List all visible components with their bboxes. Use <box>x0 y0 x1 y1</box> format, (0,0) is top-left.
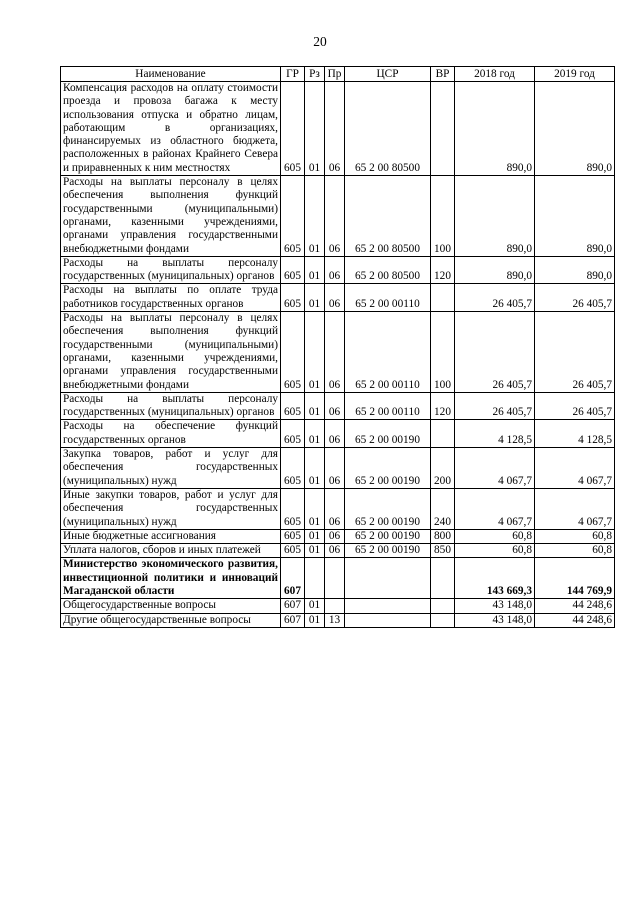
gr-cell: 605 <box>281 529 305 543</box>
gr-cell: 605 <box>281 256 305 284</box>
amount-2019-cell: 60,8 <box>535 529 615 543</box>
header-gr: ГР <box>281 67 305 82</box>
amount-2018-cell: 4 128,5 <box>455 420 535 448</box>
pr-cell: 13 <box>325 613 345 627</box>
vr-cell: 100 <box>431 312 455 393</box>
table-row <box>61 529 615 543</box>
amount-2018-cell: 26 405,7 <box>455 392 535 420</box>
amount-2019-cell: 44 248,6 <box>535 613 615 627</box>
csr-cell <box>345 599 431 613</box>
vr-cell <box>431 613 455 627</box>
row-name-cell: Расходы на выплаты персоналу государственных (муниципальных) органов <box>61 256 281 284</box>
amount-2019-cell: 26 405,7 <box>535 312 615 393</box>
csr-cell <box>345 613 431 627</box>
vr-cell: 850 <box>431 544 455 558</box>
csr-cell: 65 2 00 00110 <box>345 284 431 312</box>
amount-2019-cell: 60,8 <box>535 544 615 558</box>
pr-cell: 06 <box>325 284 345 312</box>
csr-cell: 65 2 00 80500 <box>345 176 431 257</box>
pr-cell <box>325 599 345 613</box>
table-row <box>61 544 615 558</box>
amount-2019-cell: 26 405,7 <box>535 392 615 420</box>
table-row <box>61 420 615 448</box>
rz-cell: 01 <box>305 82 325 176</box>
amount-2018-cell: 60,8 <box>455 544 535 558</box>
header-csr: ЦСР <box>345 67 431 82</box>
rz-cell: 01 <box>305 613 325 627</box>
amount-2019-cell: 890,0 <box>535 82 615 176</box>
amount-2019-cell: 4 067,7 <box>535 448 615 489</box>
rz-cell: 01 <box>305 544 325 558</box>
gr-cell: 605 <box>281 420 305 448</box>
vr-cell: 800 <box>431 529 455 543</box>
csr-cell: 65 2 00 00190 <box>345 488 431 529</box>
rz-cell: 01 <box>305 488 325 529</box>
rz-cell: 01 <box>305 176 325 257</box>
amount-2018-cell: 890,0 <box>455 176 535 257</box>
vr-cell <box>431 599 455 613</box>
vr-cell: 200 <box>431 448 455 489</box>
csr-cell: 65 2 00 00110 <box>345 312 431 393</box>
amount-2019-cell: 890,0 <box>535 256 615 284</box>
table-header-row <box>61 67 615 82</box>
amount-2019-cell: 4 128,5 <box>535 420 615 448</box>
pr-cell: 06 <box>325 392 345 420</box>
row-name-cell: Иные бюджетные ассигнования <box>61 529 281 543</box>
gr-cell: 607 <box>281 599 305 613</box>
amount-2018-cell: 60,8 <box>455 529 535 543</box>
header-rz: Рз <box>305 67 325 82</box>
amount-2018-cell: 143 669,3 <box>455 558 535 599</box>
amount-2018-cell: 43 148,0 <box>455 613 535 627</box>
gr-cell: 605 <box>281 176 305 257</box>
gr-cell: 605 <box>281 488 305 529</box>
table-row <box>61 256 615 284</box>
rz-cell: 01 <box>305 420 325 448</box>
table-row <box>61 613 615 627</box>
vr-cell: 120 <box>431 392 455 420</box>
table-row <box>61 558 615 599</box>
header-pr: Пр <box>325 67 345 82</box>
row-name-cell: Расходы на выплаты персоналу в целях обеспечения выполнения функций государственными (муниципальными) органами, казенными учреждениями, органами управления государственными внебюджетными фондами <box>61 176 281 257</box>
rz-cell: 01 <box>305 256 325 284</box>
pr-cell: 06 <box>325 82 345 176</box>
gr-cell: 605 <box>281 392 305 420</box>
gr-cell: 605 <box>281 448 305 489</box>
row-name-cell: Иные закупки товаров, работ и услуг для обеспечения государственных (муниципальных) нужд <box>61 488 281 529</box>
header-2019: 2019 год <box>535 67 615 82</box>
row-name-cell: Уплата налогов, сборов и иных платежей <box>61 544 281 558</box>
amount-2019-cell: 890,0 <box>535 176 615 257</box>
header-2018: 2018 год <box>455 67 535 82</box>
budget-table <box>60 66 615 628</box>
pr-cell: 06 <box>325 420 345 448</box>
pr-cell: 06 <box>325 529 345 543</box>
csr-cell: 65 2 00 80500 <box>345 256 431 284</box>
row-name-cell: Расходы на выплаты персоналу в целях обеспечения выполнения функций государственными (муниципальными) органами, казенными учреждениями, органами управления государственными внебюджетными фондами <box>61 312 281 393</box>
rz-cell: 01 <box>305 529 325 543</box>
rz-cell <box>305 558 325 599</box>
amount-2018-cell: 890,0 <box>455 256 535 284</box>
table-row <box>61 448 615 489</box>
csr-cell: 65 2 00 00190 <box>345 544 431 558</box>
header-name: Наименование <box>61 67 281 82</box>
row-name-cell: Закупка товаров, работ и услуг для обеспечения государственных (муниципальных) нужд <box>61 448 281 489</box>
amount-2018-cell: 26 405,7 <box>455 284 535 312</box>
rz-cell: 01 <box>305 312 325 393</box>
amount-2018-cell: 4 067,7 <box>455 488 535 529</box>
csr-cell <box>345 558 431 599</box>
rz-cell: 01 <box>305 392 325 420</box>
amount-2018-cell: 4 067,7 <box>455 448 535 489</box>
rz-cell: 01 <box>305 448 325 489</box>
gr-cell: 605 <box>281 312 305 393</box>
table-row <box>61 82 615 176</box>
pr-cell: 06 <box>325 312 345 393</box>
table-row <box>61 176 615 257</box>
amount-2019-cell: 44 248,6 <box>535 599 615 613</box>
csr-cell: 65 2 00 00190 <box>345 448 431 489</box>
table-row <box>61 312 615 393</box>
amount-2019-cell: 4 067,7 <box>535 488 615 529</box>
row-name-cell: Расходы на выплаты по оплате труда работников государственных органов <box>61 284 281 312</box>
amount-2019-cell: 26 405,7 <box>535 284 615 312</box>
vr-cell <box>431 558 455 599</box>
vr-cell: 240 <box>431 488 455 529</box>
csr-cell: 65 2 00 00110 <box>345 392 431 420</box>
pr-cell: 06 <box>325 488 345 529</box>
gr-cell: 607 <box>281 613 305 627</box>
vr-cell: 100 <box>431 176 455 257</box>
vr-cell: 120 <box>431 256 455 284</box>
amount-2019-cell: 144 769,9 <box>535 558 615 599</box>
table-row <box>61 599 615 613</box>
vr-cell <box>431 82 455 176</box>
gr-cell: 605 <box>281 544 305 558</box>
pr-cell: 06 <box>325 448 345 489</box>
row-name-cell: Министерство экономического развития, инвестиционной политики и инноваций Магаданской области <box>61 558 281 599</box>
csr-cell: 65 2 00 00190 <box>345 420 431 448</box>
table-row <box>61 284 615 312</box>
csr-cell: 65 2 00 00190 <box>345 529 431 543</box>
rz-cell: 01 <box>305 284 325 312</box>
csr-cell: 65 2 00 80500 <box>345 82 431 176</box>
pr-cell: 06 <box>325 256 345 284</box>
header-vr: ВР <box>431 67 455 82</box>
row-name-cell: Общегосударственные вопросы <box>61 599 281 613</box>
vr-cell <box>431 420 455 448</box>
page-number: 20 <box>313 34 327 49</box>
table-row <box>61 392 615 420</box>
gr-cell: 607 <box>281 558 305 599</box>
pr-cell: 06 <box>325 176 345 257</box>
rz-cell: 01 <box>305 599 325 613</box>
pr-cell: 06 <box>325 544 345 558</box>
row-name-cell: Компенсация расходов на оплату стоимости проезда и провоза багажа к месту использования отпуска и обратно лицам, работающим в организациях, финансируемых из областного бюджета, расположенных в районах Крайнего Севера и приравненных к ним местностях <box>61 82 281 176</box>
pr-cell <box>325 558 345 599</box>
table-row <box>61 488 615 529</box>
gr-cell: 605 <box>281 82 305 176</box>
amount-2018-cell: 890,0 <box>455 82 535 176</box>
row-name-cell: Расходы на обеспечение функций государственных органов <box>61 420 281 448</box>
row-name-cell: Расходы на выплаты персоналу государственных (муниципальных) органов <box>61 392 281 420</box>
row-name-cell: Другие общегосударственные вопросы <box>61 613 281 627</box>
amount-2018-cell: 26 405,7 <box>455 312 535 393</box>
amount-2018-cell: 43 148,0 <box>455 599 535 613</box>
vr-cell <box>431 284 455 312</box>
gr-cell: 605 <box>281 284 305 312</box>
